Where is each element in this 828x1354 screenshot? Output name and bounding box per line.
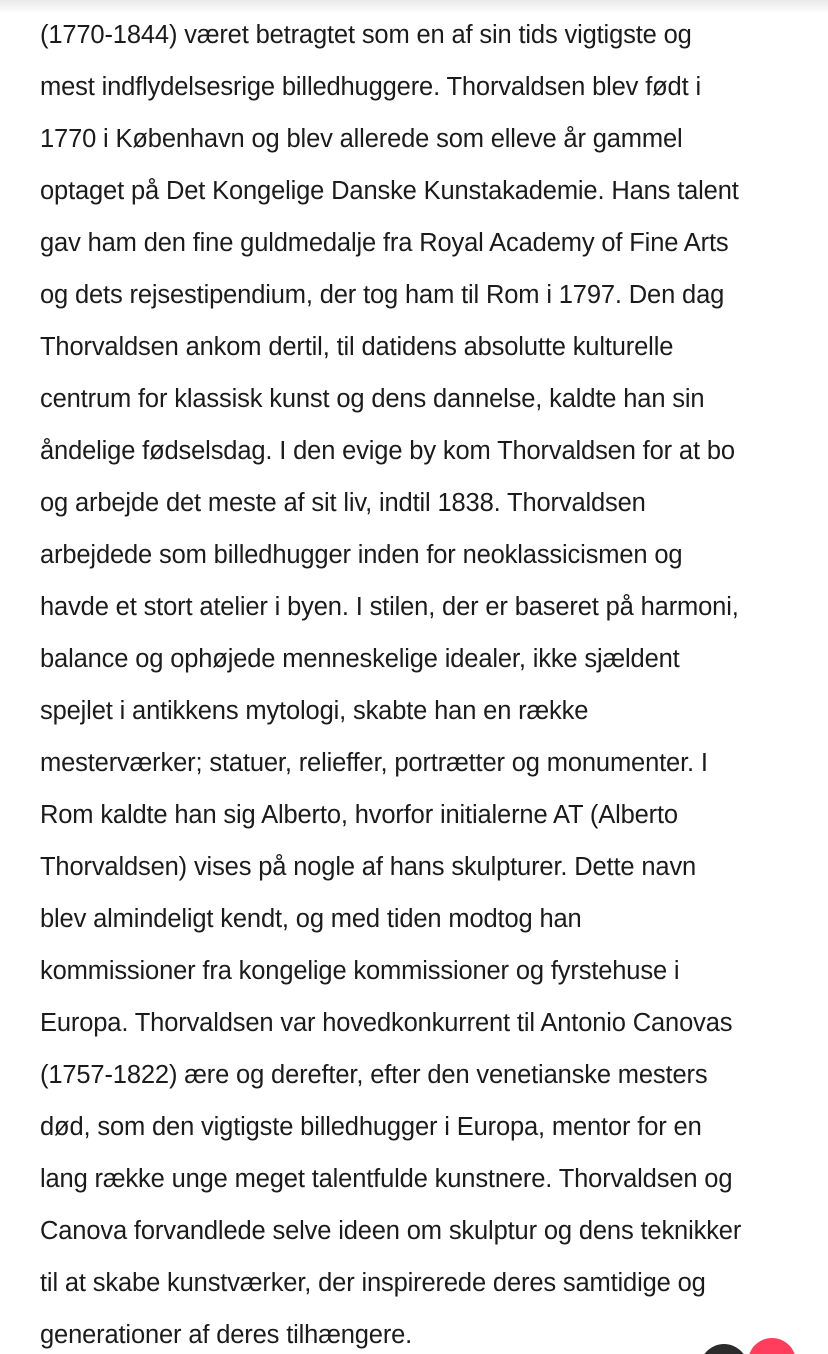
- article-line: mest indflydelsesrige billedhuggere. Thorvaldsen blev født i: [40, 73, 701, 101]
- article-line: kommissioner fra kongelige kommissioner og fyrstehuse i: [40, 957, 680, 985]
- article-line: og arbejde det meste af sit liv, indtil 1838. Thorvaldsen: [40, 489, 646, 517]
- article-line: gav ham den fine guldmedalje fra Royal Academy of Fine Arts: [40, 229, 729, 257]
- article-line: (1770-1844) været betragtet som en af sin tids vigtigste og: [40, 21, 692, 49]
- article-line: og dets rejsestipendium, der tog ham til Rom i 1797. Den dag: [40, 281, 725, 309]
- article-line: Europa. Thorvaldsen var hovedkonkurrent til Antonio Canovas: [40, 1009, 733, 1037]
- article-body: [40, 9, 800, 1354]
- article-line: lang række unge meget talentfulde kunstnere. Thorvaldsen og: [40, 1165, 733, 1193]
- article-line: Thorvaldsen ankom dertil, til datidens absolutte kulturelle: [40, 333, 674, 361]
- article-line: Rom kaldte han sig Alberto, hvorfor initialerne AT (Alberto: [40, 801, 678, 829]
- article-line: mesterværker; statuer, relieffer, portrætter og monumenter. I: [40, 749, 708, 777]
- article-line: 1770 i København og blev allerede som elleve år gammel: [40, 125, 683, 153]
- article-line: Thorvaldsen) vises på nogle af hans skulpturer. Dette navn: [40, 853, 697, 881]
- article-line: balance og ophøjede menneskelige idealer, ikke sjældent: [40, 645, 680, 673]
- article-line: åndelige fødselsdag. I den evige by kom Thorvaldsen for at bo: [40, 437, 735, 465]
- article-line: blev almindeligt kendt, og med tiden modtog han: [40, 905, 582, 933]
- article-line: Canova forvandlede selve ideen om skulptur og dens teknikker: [40, 1217, 742, 1245]
- article-line: generationer af deres tilhængere.: [40, 1321, 413, 1349]
- article-line: optaget på Det Kongelige Danske Kunstakademie. Hans talent: [40, 177, 739, 205]
- article-line: havde et stort atelier i byen. I stilen, der er baseret på harmoni,: [40, 593, 739, 621]
- article-line: arbejdede som billedhugger inden for neoklassicismen og: [40, 541, 683, 569]
- article-line: (1757-1822) ære og derefter, efter den venetianske mesters: [40, 1061, 708, 1089]
- article-line: spejlet i antikkens mytologi, skabte han en række: [40, 697, 589, 725]
- article-line: død, som den vigtigste billedhugger i Europa, mentor for en: [40, 1113, 702, 1141]
- article-line: til at skabe kunstværker, der inspirerede deres samtidige og: [40, 1269, 706, 1297]
- article-line: centrum for klassisk kunst og dens dannelse, kaldte han sin: [40, 385, 705, 413]
